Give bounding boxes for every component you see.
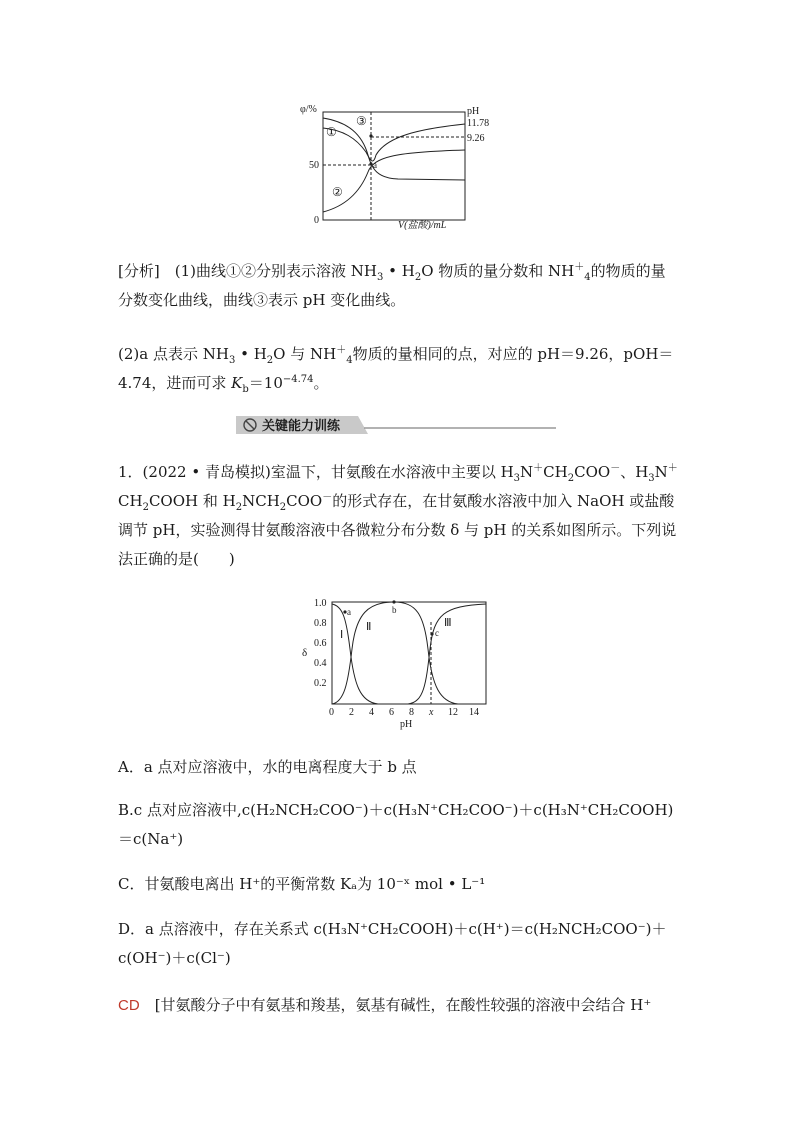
svg-text:0.6: 0.6 — [314, 638, 327, 649]
analysis-p1: [分析] (1)曲线①②分别表示溶液 $NH_3$ • $H_2O$ 物质的量分数和 $NH^+_4$的物质的量分数变化曲线，曲线③表示 pH 变化曲线。 — [118, 262, 666, 309]
question-source: (2022 • 青岛模拟) — [142, 463, 271, 481]
fig2-x-label: pH — [400, 719, 413, 730]
fig1-ph-high: 11.78 — [467, 118, 490, 129]
svg-text:4: 4 — [369, 707, 374, 718]
svg-text:Ⅲ: Ⅲ — [444, 617, 452, 629]
fig1-c2: ② — [332, 185, 343, 199]
curve-2 — [323, 150, 465, 212]
fig1-ph-label: pH — [467, 106, 480, 117]
option-d: D．a 点溶液中，存在关系式 c(H₃N⁺CH₂COOH)＋c(H⁺)＝c(H₂NCH₂COO⁻)＋c(OH⁻)＋c(Cl⁻) — [118, 920, 667, 967]
svg-text:14: 14 — [469, 707, 479, 718]
svg-text:x: x — [429, 707, 434, 718]
svg-text:0.2: 0.2 — [314, 678, 327, 689]
svg-text:Ⅰ: Ⅰ — [340, 629, 344, 641]
option-a: A．a 点对应溶液中，水的电离程度大于 b 点 — [118, 758, 417, 776]
analysis-p2: (2)a 点表示 $NH_3$ • $H_2O$ 与 $NH^+_4$物质的量相同的点，对应的 pH＝9.26，pOH＝4.74，进而可求 $K_b=10^{-4.74}$。 — [118, 345, 674, 395]
svg-text:1.0: 1.0 — [314, 598, 327, 609]
fig1-ph-mid: 9.26 — [467, 133, 485, 144]
option-c: C．甘氨酸电离出 H⁺的平衡常数 Kₐ为 10⁻ˣ mol • L⁻¹ — [118, 875, 486, 893]
fig1-c1: ① — [326, 125, 337, 139]
svg-text:8: 8 — [409, 707, 414, 718]
titration-figure — [298, 100, 538, 230]
distribution-figure — [298, 594, 498, 734]
banner-label: 关键能力训练 — [262, 418, 341, 433]
svg-text:b: b — [392, 605, 397, 615]
svg-text:2: 2 — [349, 707, 354, 718]
answer-key: CD — [118, 997, 140, 1014]
svg-text:12: 12 — [448, 707, 458, 718]
svg-text:0.4: 0.4 — [314, 658, 327, 669]
svg-text:a: a — [347, 607, 351, 617]
fig2-frame — [332, 602, 486, 704]
curve-I — [332, 604, 378, 704]
svg-text:Ⅱ: Ⅱ — [366, 621, 372, 633]
svg-text:6: 6 — [389, 707, 394, 718]
answer-line — [118, 991, 678, 1020]
svg-text:0.8: 0.8 — [314, 618, 327, 629]
fig2-y-label: δ — [302, 647, 308, 659]
analysis-tag: [分析] — [118, 262, 160, 280]
fig1-y-0: 0 — [314, 215, 319, 226]
answer-text: [甘氨酸分子中有氨基和羧基，氨基有碱性，在酸性较强的溶液中会结合 H⁺ — [154, 996, 652, 1014]
option-b: B.c 点对应溶液中,c(H₂NCH₂COO⁻)＋c(H₃N⁺CH₂COO⁻)＋c(H₃N⁺CH₂COOH)＝c(Na⁺) — [118, 801, 674, 848]
fig1-x-label: V(盐酸)/mL — [398, 220, 447, 230]
svg-text:0: 0 — [329, 707, 334, 718]
fig1-point-a: a — [373, 160, 377, 170]
fig1-y-50: 50 — [309, 160, 319, 171]
fig1-y-label: φ/% — [300, 104, 317, 115]
question-stem: 1．(2022 • 青岛模拟)室温下，甘氨酸在水溶液中主要以 $H_3N^+CH_2COO^-$、$H_3N^+CH_2COOH$ 和 $H_2NCH_2COO^-$的形式存在，在甘氨酸水溶液中加入 NaOH 或盐酸调节 pH，实验测得甘氨酸溶液中各微粒分布分数 δ 与 pH 的关系如图所示。下列说法正确的是( ) — [118, 463, 678, 568]
fig1-c3: ③ — [356, 114, 367, 128]
fig1-frame — [323, 112, 465, 220]
svg-text:c: c — [435, 628, 439, 638]
curve-1 — [323, 118, 465, 180]
section-banner — [236, 414, 556, 436]
